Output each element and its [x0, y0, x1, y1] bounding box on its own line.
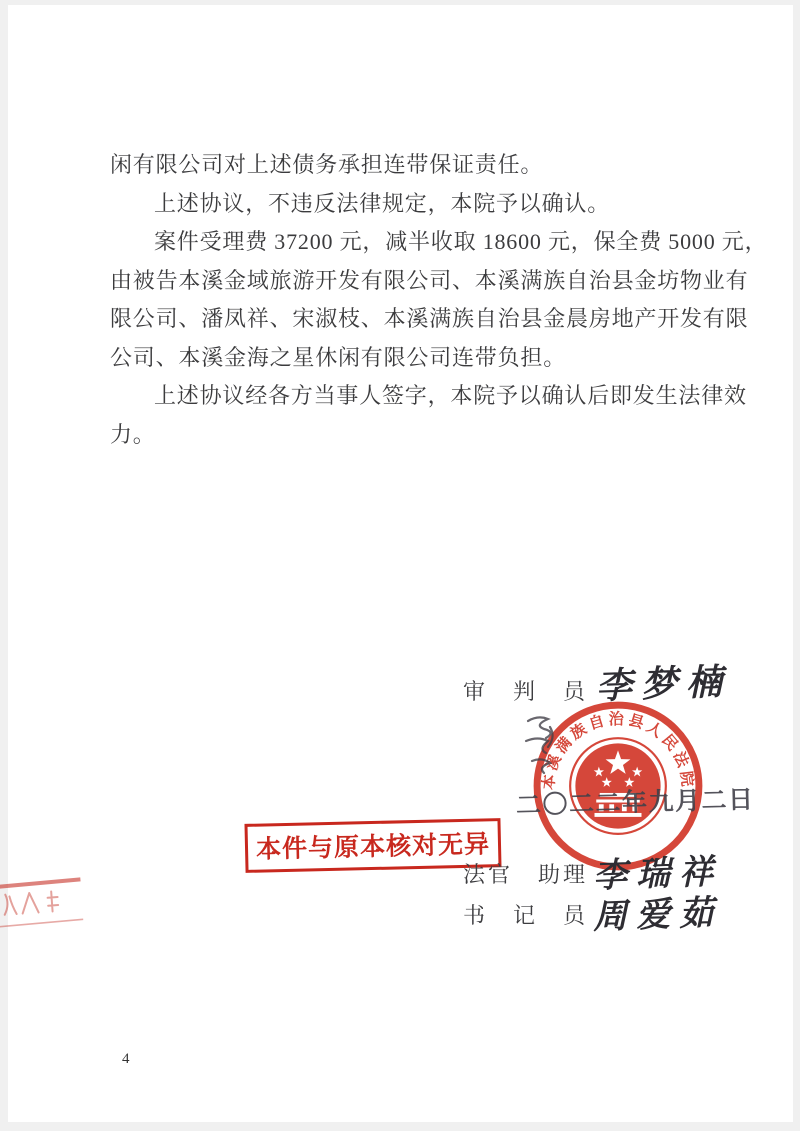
- judgment-date: 二〇二二年九月二日: [515, 786, 755, 820]
- ink-scribble: [516, 703, 606, 793]
- judge-role-label: 审 判 员: [463, 679, 589, 704]
- body-line: 限公司、潘凤祥、宋淑枝、本溪满族自治县金晨房地产开发有限: [110, 306, 749, 331]
- body-line: 上述协议，不违反法律规定，本院予以确认。: [154, 190, 611, 216]
- clerk-signature: 周爱茹: [592, 894, 723, 937]
- body-line: 案件受理费 37200 元，减半收取 18600 元，保全费 5000 元，: [154, 229, 768, 254]
- verification-stamp: 本件与原本核对无异: [244, 818, 501, 873]
- body-line: 公司、本溪金海之星休闲有限公司连带负担。: [110, 344, 567, 370]
- page-number: 4: [122, 1051, 130, 1067]
- body-line: 闲有限公司对上述债务承担连带保证责任。: [110, 152, 544, 177]
- body-line: 力。: [110, 421, 156, 447]
- assistant-signature: 李瑞祥: [592, 853, 723, 896]
- judge-signature: 李梦楠: [595, 661, 732, 707]
- body-line: 上述协议经各方当事人签字，本院予以确认后即发生法律效: [154, 383, 747, 408]
- assistant-role-label: 法官 助理: [463, 862, 589, 887]
- body-text: [110, 146, 768, 454]
- body-line: 由被告本溪金域旅游开发有限公司、本溪满族自治县金坊物业有: [110, 267, 749, 293]
- document-page: [8, 5, 793, 1122]
- clerk-role-label: 书 记 员: [463, 903, 589, 928]
- seal-court-name: 本溪满族自治县人民法院: [540, 711, 696, 791]
- edge-partial-stamp: [0, 875, 88, 933]
